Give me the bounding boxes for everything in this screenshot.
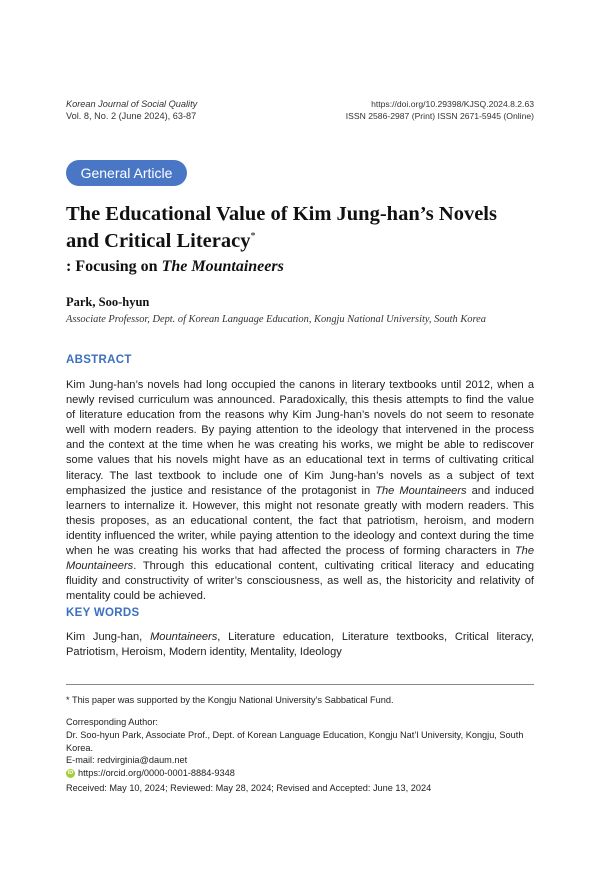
doi-link[interactable]: https://doi.org/10.29398/KJSQ.2024.8.2.63 [371,99,534,109]
funding-footnote: * This paper was supported by the Kongju National University’s Sabbatical Fund. [66,695,394,705]
article-title [66,201,546,255]
journal-name: Korean Journal of Social Quality [66,99,198,109]
corresponding-author-block [66,716,538,780]
journal-header [66,98,197,122]
orcid-icon: iD [67,770,74,777]
issn-line: ISSN 2586-2987 (Print) ISSN 2671-5945 (Online) [345,111,534,121]
title-line-2: and Critical Literacy [66,230,251,252]
corresponding-detail: Dr. Soo-hyun Park, Associate Prof., Dept. of Korean Language Education, Kongju Nat’l University, Kongju, South Korea. [66,729,524,753]
abstract-text-3: . Through this educational content, cultivating critical literacy and educating fluidity and constructivity of writer’s consciousness, as well as, the historicity and relativity of mentality could be achieved. [66,560,534,603]
abstract-italic-2: The Mountaineers [66,545,534,573]
article-type-badge: General Article [66,160,187,186]
orcid-link[interactable]: https://orcid.org/0000-0001-8884-9348 [78,768,235,779]
corresponding-heading: Corresponding Author: [66,717,158,727]
submission-dates: Received: May 10, 2024; Reviewed: May 28, 2024; Revised and Accepted: June 13, 2024 [66,783,432,793]
keywords-text-1: Kim Jung-han, [66,631,151,643]
title-line-1: The Educational Value of Kim Jung-han’s Novels [66,203,497,225]
article-subtitle [66,257,284,277]
keywords-body [66,630,534,661]
keywords-italic: Mountaineers [150,631,218,643]
abstract-heading: ABSTRACT [66,354,132,366]
abstract-text-1: Kim Jung-han’s novels had long occupied the canons in literary textbooks until 2012, when a newly revised curriculum was announced. Paradoxically, this thesis attempts to find the value of literature education from the reasons why Kim Jung-han’s novels do not seem to resonate well with modern readers. By paying attention to the ideology that intervened in the process and the context at the time when he was creating his works, we might be able to rediscover some values that his novels might have as an educational text in terms of cultivating critical literacy. The last textbook to include one of Kim Jung-han’s novels as a subject of text emphasized the justice and resistance of the protagonist in [66,379,534,497]
keywords-heading: KEY WORDS [66,607,140,619]
corresponding-email[interactable]: E-mail: redvirginia@daum.net [66,755,188,766]
abstract-text-2: and induced learners to internalize it. However, this might not resonate greatly with modern readers. This thesis proposes, as an educational content, the fact that patriotism, heroism, and modern identity influenced the writer, while paying attention to the ideology and context during the time when he was creating his works that had affected the process of forming characters in [66,484,535,558]
author-name: Park, Soo-hyun [66,295,150,309]
journal-volume: Vol. 8, No. 2 (June 2024), 63-87 [66,111,197,121]
keywords-text-2: , Literature education, Literature textbooks, Critical literacy, Patriotism, Heroism, Modern identity, Mentality, Ideology [66,631,534,659]
journal-identifiers [346,98,534,122]
footnote-divider [66,684,534,685]
title-footnote-mark[interactable]: * [250,231,256,243]
subtitle-work-title: The Mountaineers [161,258,284,275]
subtitle-prefix: : Focusing on [66,258,162,275]
abstract-body [66,378,534,604]
orcid-line [66,767,538,780]
abstract-italic-1: The Mountaineers [375,484,467,497]
author-affiliation: Associate Professor, Dept. of Korean Language Education, Kongju National University, South Korea [66,314,486,325]
